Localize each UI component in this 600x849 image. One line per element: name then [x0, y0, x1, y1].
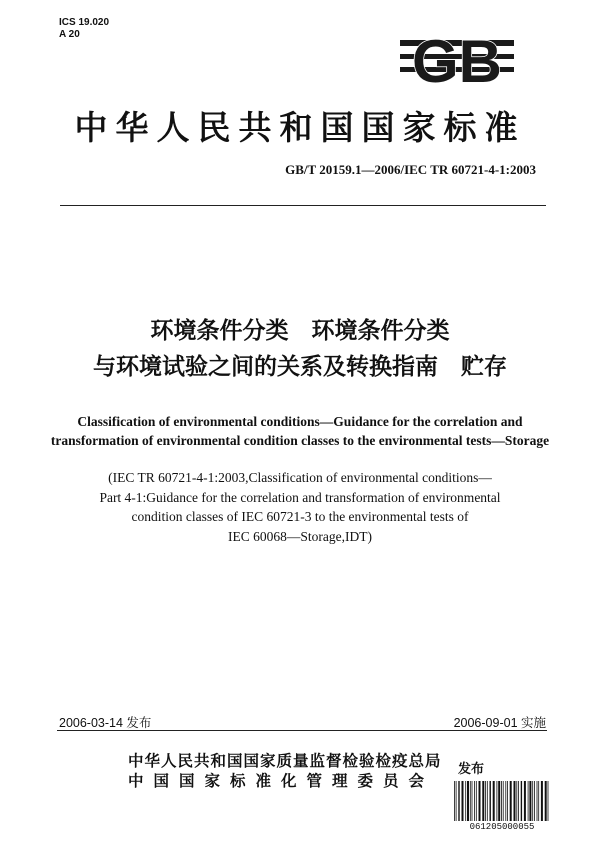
barcode-bar [503, 781, 504, 821]
issuer-aqsiq: 中华人民共和国国家质量监督检验检疫总局 [128, 752, 442, 770]
barcode-bar [456, 781, 457, 821]
barcode-bar [472, 781, 473, 821]
barcode-bar [454, 781, 455, 821]
barcode-bar [514, 781, 516, 821]
barcode-bar [474, 781, 475, 821]
footer-divider [57, 730, 547, 731]
idt-note-line-4: IEC 60068—Storage,IDT) [228, 529, 372, 544]
barcode-bar [548, 781, 549, 821]
barcode-bar [479, 781, 481, 821]
barcode [453, 781, 550, 821]
issue-date: 2006-03-14 发布 [59, 716, 152, 730]
standard-type-title: 中华人民共和国国家标准 [74, 108, 526, 147]
barcode-bar [541, 781, 543, 821]
idt-note-line-3: condition classes of IEC 60721-3 to the environmental tests of [131, 509, 469, 524]
barcode-bar [537, 781, 538, 821]
ics-code: ICS 19.020 [59, 17, 110, 28]
english-title-line-1: Classification of environmental conditions—Guidance for the correlation and [77, 414, 523, 429]
barcode-bar [485, 781, 486, 821]
barcode-number: 061205000055 [469, 822, 535, 832]
barcode-bar [458, 781, 459, 821]
gb-logo-text: GB [412, 30, 502, 90]
chinese-title-line-2: 与环境试验之间的关系及转换指南 贮存 [93, 354, 507, 380]
barcode-bar [534, 781, 535, 821]
barcode-bar [497, 781, 498, 821]
barcode-bar [524, 781, 526, 821]
barcode-bar [467, 781, 469, 821]
barcode-bar [490, 781, 491, 821]
english-title-line-2: transformation of environmental condition classes to the environmental tests—Storage [50, 433, 550, 448]
barcode-bar [476, 781, 477, 821]
barcode-bar [501, 781, 502, 821]
barcode-bar [493, 781, 495, 821]
barcode-bar [498, 781, 500, 821]
implementation-date: 2006-09-01 实施 [453, 716, 546, 730]
barcode-bar [482, 781, 484, 821]
barcode-bar [462, 781, 464, 821]
barcode-bar [529, 781, 531, 821]
barcode-bar [545, 781, 547, 821]
classification-codes [59, 17, 109, 41]
ccs-code: A 20 [59, 29, 80, 40]
barcode-bar [532, 781, 533, 821]
barcode-bar [487, 781, 488, 821]
barcode-bar [528, 781, 529, 821]
barcode-bar [518, 781, 519, 821]
idt-note-line-1: (IEC TR 60721-4-1:2003,Classification of environmental conditions— [108, 470, 492, 485]
issuer-label: 发布 [458, 762, 485, 777]
barcode-bar [507, 781, 508, 821]
idt-note-line-2: Part 4-1:Guidance for the correlation and transformation of environmental [99, 490, 501, 505]
standard-code: GB/T 20159.1—2006/IEC TR 60721-4-1:2003 [285, 162, 536, 177]
barcode-bar [516, 781, 517, 821]
header-divider [60, 205, 546, 206]
barcode-bar [470, 781, 471, 821]
barcode-bar [465, 781, 466, 821]
gb-logo [398, 30, 516, 90]
barcode-bar [510, 781, 512, 821]
barcode-bar [505, 781, 506, 821]
barcode-bar [521, 781, 522, 821]
chinese-title-line-1: 环境条件分类 环境条件分类 [150, 318, 450, 344]
issuer-sac: 中国国家标准化管理委员会 [128, 772, 435, 790]
barcode-bar [538, 781, 539, 821]
